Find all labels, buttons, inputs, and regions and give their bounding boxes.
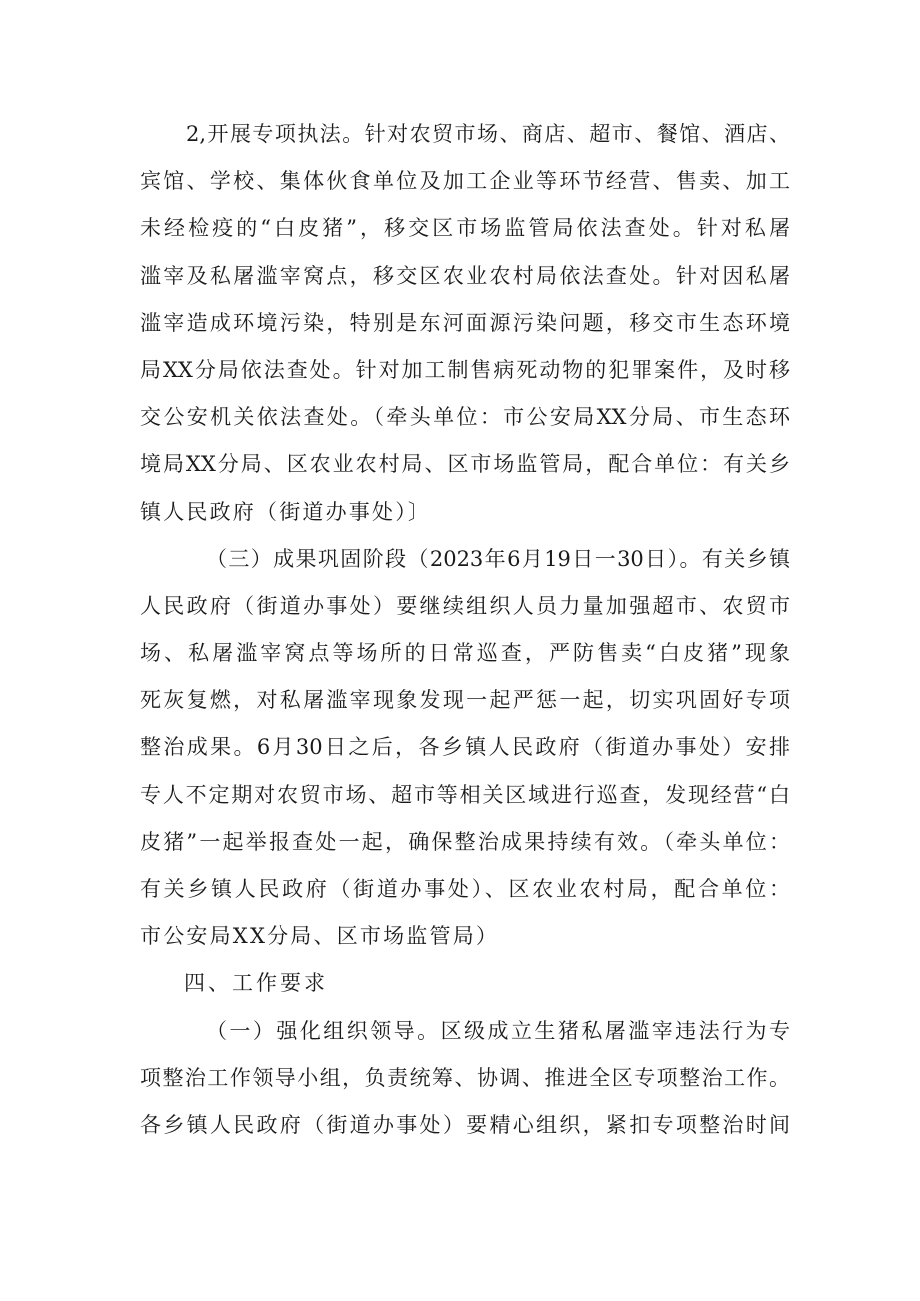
text-line: （三）成果巩固阶段（2023年6月19日一30日）。有关乡镇 bbox=[206, 546, 790, 571]
text-line: 交公安机关依法查处。（牵头单位：市公安局XX分局、市生态环 bbox=[140, 405, 790, 430]
text-line: 人民政府（街道办事处）要继续组织人员力量加强超市、农贸市 bbox=[140, 593, 790, 618]
paragraph-organization-leadership bbox=[140, 1008, 790, 1150]
text-line: 市公安局XX分局、区市场监管局） bbox=[140, 924, 500, 949]
text-line: 有关乡镇人民政府（街道办事处）、区农业农村局，配合单位： bbox=[140, 877, 790, 901]
document-body bbox=[140, 111, 790, 1149]
text-line: 各乡镇人民政府（街道办事处）要精心组织，紧扣专项整治时间 bbox=[140, 1112, 790, 1137]
text-line: 镇人民政府（街道办事处）〕 bbox=[140, 499, 432, 524]
section-heading-work-requirements bbox=[140, 960, 790, 1007]
text-line: 整治成果。6月30日之后，各乡镇人民政府（街道办事处）安排 bbox=[140, 735, 790, 760]
text-line: 2,开展专项执法。针对农贸市场、商店、超市、餐馆、酒店、 bbox=[186, 122, 790, 146]
text-line: 滥宰及私屠滥宰窝点，移交区农业农村局依法查处。针对因私屠 bbox=[140, 263, 790, 288]
paragraph-consolidation-phase bbox=[140, 536, 790, 961]
text-line: 死灰复燃，对私屠滥宰现象发现一起严惩一起，切实巩固好专项 bbox=[140, 688, 790, 713]
text-line: 局XX分局依法查处。针对加工制售病死动物的犯罪案件，及时移 bbox=[140, 357, 790, 382]
text-line: 境局XX分局、区农业农村局、区市场监管局，配合单位：有关乡 bbox=[140, 452, 790, 477]
text-line: 场、私屠滥宰窝点等场所的日常巡查，严防售卖“白皮猪”现象 bbox=[140, 641, 790, 666]
text-line: 皮猪”一起举报查处一起，确保整治成果持续有效。（牵头单位： bbox=[140, 829, 790, 854]
text-line: 专人不定期对农贸市场、超市等相关区域进行巡查，发现经营“白 bbox=[140, 782, 790, 807]
section-heading: 四、工作要求 bbox=[184, 971, 328, 996]
text-line: 项整治工作领导小组，负责统筹、协调、推进全区专项整治工作。 bbox=[140, 1065, 790, 1090]
text-line: 宾馆、学校、集体伙食单位及加工企业等环节经营、售卖、加工 bbox=[140, 169, 790, 194]
text-line: 滥宰造成环境污染，特别是东河面源污染问题，移交市生态环境 bbox=[140, 310, 790, 335]
paragraph-special-enforcement bbox=[140, 111, 790, 536]
text-line: 未经检疫的“白皮猪”，移交区市场监管局依法查处。针对私屠 bbox=[140, 216, 790, 241]
text-line: （一）强化组织领导。区级成立生猪私屠滥宰违法行为专 bbox=[206, 1018, 790, 1043]
